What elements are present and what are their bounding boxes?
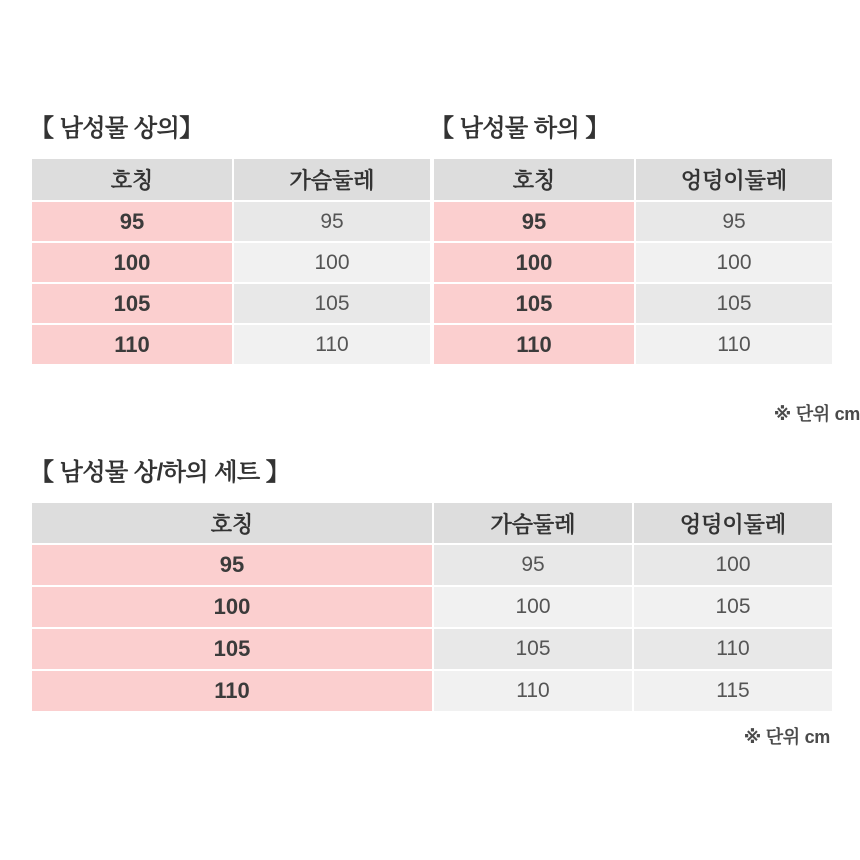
table-header-row bbox=[32, 503, 832, 543]
cell-chest: 105 bbox=[434, 629, 632, 669]
cell-hip: 115 bbox=[634, 671, 832, 711]
table-row bbox=[32, 545, 832, 585]
top-section bbox=[30, 108, 860, 424]
table-row bbox=[32, 587, 832, 627]
table-header-row bbox=[434, 159, 832, 200]
table-row bbox=[32, 629, 832, 669]
cell-size: 105 bbox=[434, 284, 634, 323]
column-header-hip: 엉덩이둘레 bbox=[634, 503, 832, 543]
cell-chest: 95 bbox=[434, 545, 632, 585]
table-row bbox=[434, 202, 832, 241]
cell-size: 100 bbox=[434, 243, 634, 282]
cell-chest: 100 bbox=[434, 587, 632, 627]
mens-top-title: 【 남성물 상의】 bbox=[30, 115, 203, 142]
unit-note-bottom: ※ 단위 cm bbox=[743, 727, 830, 747]
cell-size: 105 bbox=[32, 284, 232, 323]
cell-hip: 100 bbox=[634, 545, 832, 585]
cell-size: 100 bbox=[32, 243, 232, 282]
cell-size: 110 bbox=[32, 325, 232, 364]
table-row bbox=[32, 284, 430, 323]
bottom-section bbox=[30, 452, 830, 749]
cell-size: 100 bbox=[32, 587, 432, 627]
column-header-chest: 가슴둘레 bbox=[234, 159, 430, 200]
cell-hip: 110 bbox=[636, 325, 832, 364]
table-row bbox=[434, 284, 832, 323]
cell-chest: 110 bbox=[434, 671, 632, 711]
table-row bbox=[32, 671, 832, 711]
mens-bottom-size-table bbox=[432, 157, 834, 366]
cell-size: 110 bbox=[32, 671, 432, 711]
mens-top-size-table bbox=[30, 157, 432, 366]
cell-hip: 100 bbox=[636, 243, 832, 282]
cell-size: 95 bbox=[32, 545, 432, 585]
cell-size: 95 bbox=[32, 202, 232, 241]
mens-set-size-table bbox=[30, 501, 834, 713]
cell-hip: 110 bbox=[634, 629, 832, 669]
cell-chest: 110 bbox=[234, 325, 430, 364]
cell-hip: 95 bbox=[636, 202, 832, 241]
unit-note-top: ※ 단위 cm bbox=[773, 404, 860, 424]
column-header-hip: 엉덩이둘레 bbox=[636, 159, 832, 200]
cell-hip: 105 bbox=[634, 587, 832, 627]
mens-set-title: 【 남성물 상/하의 세트 】 bbox=[30, 459, 290, 486]
column-header-size: 호칭 bbox=[32, 159, 232, 200]
cell-size: 105 bbox=[32, 629, 432, 669]
column-header-size: 호칭 bbox=[434, 159, 634, 200]
table-row bbox=[32, 202, 430, 241]
table-row bbox=[434, 325, 832, 364]
cell-size: 95 bbox=[434, 202, 634, 241]
top-titles-row bbox=[30, 108, 830, 143]
table-row bbox=[32, 243, 430, 282]
cell-hip: 105 bbox=[636, 284, 832, 323]
cell-chest: 100 bbox=[234, 243, 430, 282]
top-tables-row bbox=[30, 157, 830, 366]
column-header-chest: 가슴둘레 bbox=[434, 503, 632, 543]
table-row bbox=[434, 243, 832, 282]
table-row bbox=[32, 325, 430, 364]
cell-chest: 95 bbox=[234, 202, 430, 241]
column-header-size: 호칭 bbox=[32, 503, 432, 543]
mens-bottom-title: 【 남성물 하의 】 bbox=[430, 115, 609, 142]
cell-chest: 105 bbox=[234, 284, 430, 323]
cell-size: 110 bbox=[434, 325, 634, 364]
table-header-row bbox=[32, 159, 430, 200]
